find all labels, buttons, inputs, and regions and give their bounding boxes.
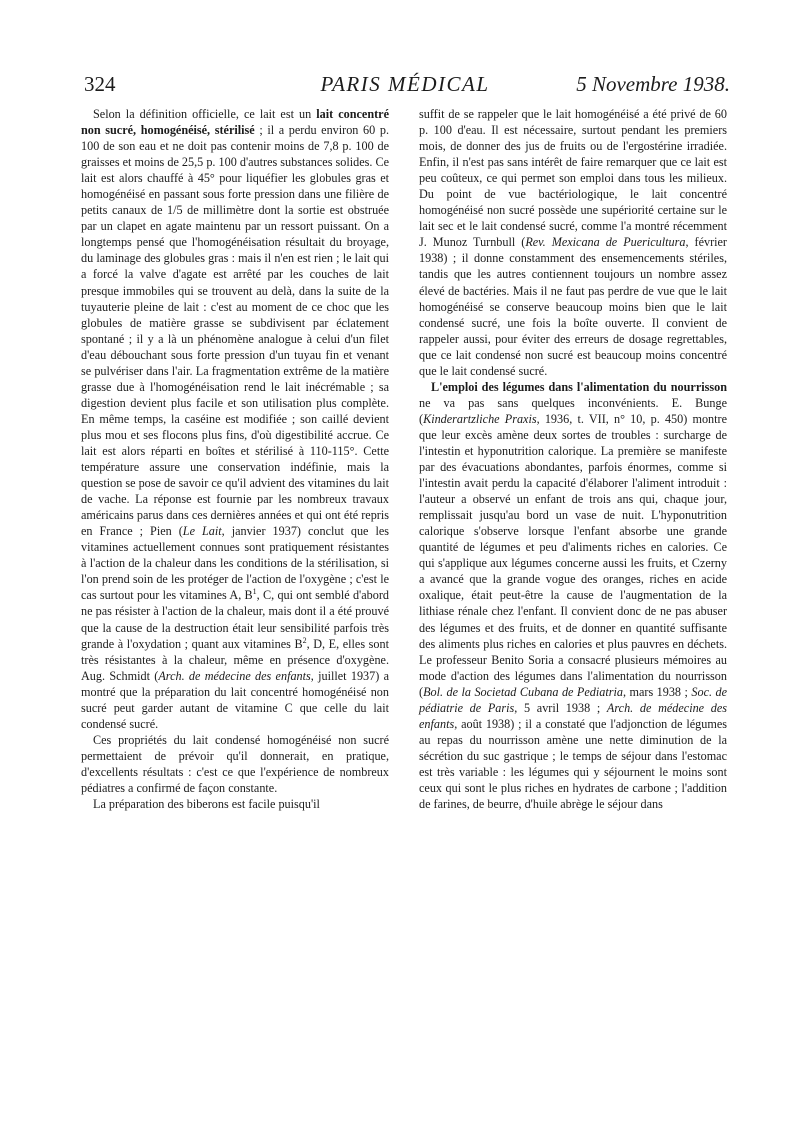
running-header bbox=[80, 72, 730, 98]
paragraph-properties: Ces propriétés du lait condensé homogénéisé non sucré permettaient de prévoir qu'il donnerait, en pratique, d'excellents résultats : c'est ce que l'expérience de nombreux pédiatres a confirmé de façon constante. bbox=[81, 732, 389, 795]
journal-title: PARIS MÉDICAL bbox=[320, 72, 490, 96]
paragraph-condensed-milk-definition: Selon la définition officielle, ce lait est un lait concentré non sucré, homogénéisé, stérilisé ; il a perdu environ 60 p. 100 de son eau et ne doit pas contenir moins de 7,8 p. 100 de graisses et moins de 25,5 p. 100 d'autres substances solides. Ce lait est alors chauffé à 45° pour liquéfier les globules gras et homogénéisé en passant sous forte pression dans une filière de petits canaux de 1/5 de millimètre dont la sortie est obstruée par un clapet en agate maintenu par un ressort puissant. On a longtemps pensé que l'homogénéisation résultait du broyage, du laminage des globules gras : mais il n'en est rien ; le lait qui a forcé la valve d'agate est arrêté par les couches de lait presque immobiles qui se trouvent au delà, dans la suite de la tuyauterie pleine de lait : c'est au moment de ce choc que les globules de matière grasse se subdivisent par éclatement spontané ; il y a là un phénomène analogue à celui d'un filet d'eau débouchant sous forte pression d'un tuyau fin et venant se pulvériser dans l'air. La fragmentation extrême de la matière grasse due à l'homogénéisation rend le lait inécrémable ; sa digestion devient plus facile et son utilisation plus complète. En même temps, la caséine est modifiée ; son caillé devient plus mou et ses flocons plus fins, d'où digestibilité accrue. Ce lait est alors réparti en boîtes et stérilisé à 110-115°. Cette température assure une conservation indéfinie, mais la question se pose de savoir ce qu'il advient des vitamines du lait de vache. La réponse est fournie par les nombreux travaux américains parus dans ces dernières années et qui ont été repris en France ; Pien (Le Lait, janvier 1937) conclut que les vitamines actuellement connues sont pratiquement résistantes à l'action de la chaleur dans les conditions de la stérilisation, si l'on prend soin de les protéger de l'action de l'oxygène ; c'est le cas surtout pour les vitamines A, $B^1$, C, qui ont semblé d'abord ne pas résister à l'action de la chaleur, mais dont il a été prouvé que la cause de la destruction était leur sensibilité parfois très grande à l'oxydation ; quant aux vitamines $B^2$, D, E, elles sont très résistantes à la chaleur, même en présence d'oxygène. Aug. Schmidt (Arch. de médecine des enfants, juillet 1937) a montré que la préparation du lait concentré homogénéisé non sucré peut garder autant de vitamine C que celle du lait condensé sucré. bbox=[81, 107, 390, 731]
page-number: 324 bbox=[84, 72, 116, 96]
journal-citation: Arch. de médecine des enfants bbox=[419, 700, 728, 731]
journal-citation: Soc. de pédiatrie de Paris bbox=[419, 684, 727, 715]
paragraph-preparation: La préparation des biberons est facile puisqu'il bbox=[93, 797, 320, 812]
journal-citation: Le Lait bbox=[182, 524, 222, 539]
paragraph-continuation: suffit de se rappeler que le lait homogénéisé a été privé de 60 p. 100 d'eau. Il est nécessaire, surtout pendant les premiers mois, de donner des jus de fruits ou de l'ergostérine irradiée. Enfin, il n'est pas sans intérêt de faire remarquer que ce lait est peu coûteux, ce qui permet son emploi dans tous les milieux. Du point de vue bactériologique, le lait concentré homogénéisé non sucré possède une supériorité certaine sur le lait sec et le lait condensé sucré, comme l'a montré récemment J. Munoz Turnbull (Rev. Mexicana de Puericultura, février 1938) ; il donne constamment des ensemencements stériles, tandis que les autres contiennent toujours un nombre assez élevé de bactéries. Mais il ne faut pas perdre de vue que le lait homogénéisé se conserve beaucoup moins bien que le lait condensé sucré, une fois la boîte ouverte. Il convient de rappeler aussi, pour éviter des erreurs de dosage regrettables, que ce lait condensé non sucré est beaucoup moins concentré que le lait condensé sucré. bbox=[419, 107, 727, 378]
issue-date: 5 Novembre 1938. bbox=[576, 72, 730, 96]
bold-term: lait concentré non sucré, homogénéisé, stérilisé bbox=[81, 107, 389, 138]
journal-citation: Rev. Mexicana de Puericultura bbox=[525, 235, 686, 250]
journal-citation: Kinderartzliche Praxis bbox=[423, 411, 537, 426]
journal-citation: Bol. de la Societad Cubana de Pediatria bbox=[423, 684, 623, 699]
right-column bbox=[419, 106, 727, 812]
journal-citation: Arch. de médecine des enfants bbox=[158, 668, 311, 683]
paragraph-vegetables: L'emploi des légumes dans l'alimentation du nourrisson ne va pas sans quelques inconvénients. E. Bunge (Kinderartzliche Praxis, 1936, t. VII, n° 10, p. 450) montre que leur excès amène deux sortes de troubles : surcharge de l'intestin et hyponutrition calorique. La première se manifeste par des évacuations abondantes, parfois énormes, comme si l'intestin avait perdu la capacité d'élaborer l'aliment introduit : l'auteur a observé un enfant de trois ans qui, chaque jour, remplissait jusqu'au bord un vase de nuit. L'hyponutrition calorique s'observe lorsque l'enfant absorbe une grande quantité de légumes et peu d'aliments riches en calories. Ce qui s'applique aux légumes concerne aussi les fruits, et Czerny a avancé que la grande vogue des oranges, riches en acide oxalique, était peut-être la cause de l'augmentation de la lithiase rénale chez l'enfant. Il convient donc de ne pas abuser des légumes et des fruits, et de donner en quantité suffisante des aliments plus riches en calories et plus pauvres en déchets. Le professeur Benito Soria a consacré plusieurs mémoires au mode d'action des légumes dans l'alimentation du nourrisson (Bol. de la Societad Cubana de Pediatria, mars 1938 ; Soc. de pédiatrie de Paris, 5 avril 1938 ; Arch. de médecine des enfants, août 1938) ; il a constaté que l'adjonction de légumes au repas du nourrisson amène une nette diminution de la sécrétion du suc gastrique ; le temps de séjour dans l'estomac est très variable : les légumes qui y séjournent le moins sont ceux qui sont le plus riches en hydrates de carbone ; l'addition de farines, de beurre, d'huile abrège le séjour dans bbox=[419, 379, 728, 812]
left-column bbox=[81, 106, 389, 812]
bold-term: L'emploi des légumes dans l'alimentation du nourrisson bbox=[431, 379, 727, 394]
